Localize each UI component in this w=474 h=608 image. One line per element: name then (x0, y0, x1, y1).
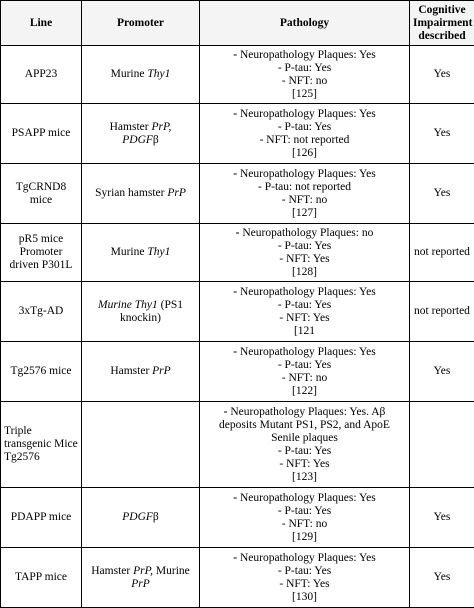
cell-cognitive: Yes (410, 164, 474, 224)
table-row (1, 224, 474, 282)
cell-promoter: Murine Thy1 (82, 46, 200, 104)
cell-pathology: - Neuropathology Plaques: Yes - P-tau: Yes - NFT: no [125] (200, 46, 410, 104)
cell-cognitive (410, 402, 474, 488)
cell-promoter: Hamster PrP (82, 342, 200, 402)
cell-line: pR5 mice Promoter driven P301L (1, 224, 82, 282)
cell-pathology: - Neuropathology Plaques: Yes - P-tau: Yes - NFT: no [129] (200, 488, 410, 548)
cell-line: TgCRND8 mice (1, 164, 82, 224)
cell-line: Tg2576 mice (1, 342, 82, 402)
table-row (1, 46, 474, 104)
cell-cognitive: Yes (410, 46, 474, 104)
table-row (1, 342, 474, 402)
cell-cognitive: not reported (410, 224, 474, 282)
cell-cognitive: Yes (410, 488, 474, 548)
cell-promoter: Murine Thy1 (82, 224, 200, 282)
header-line: Line (1, 1, 82, 46)
header-cognitive: Cognitive Impairment described (410, 1, 474, 46)
cell-line: APP23 (1, 46, 82, 104)
cell-cognitive: Yes (410, 548, 474, 608)
cell-promoter: PDGFβ (82, 488, 200, 548)
header-pathology: Pathology (200, 1, 410, 46)
cell-pathology: - Neuropathology Plaques: Yes - P-tau: Yes - NFT: no [122] (200, 342, 410, 402)
cell-promoter: Hamster PrP, PDGFβ (82, 104, 200, 164)
cell-promoter: Syrian hamster PrP (82, 164, 200, 224)
table-row (1, 164, 474, 224)
cell-pathology: - Neuropathology Plaques: Yes. Aβ deposits Mutant PS1, PS2, and ApoE Senile plaques - P-tau: Yes - NFT: Yes [123] (200, 402, 410, 488)
cell-cognitive: not reported (410, 282, 474, 342)
cell-pathology: - Neuropathology Plaques: no - P-tau: Yes - NFT: Yes [128] (200, 224, 410, 282)
cell-promoter (82, 402, 200, 488)
table-row (1, 282, 474, 342)
cell-line: Triple transgenic Mice Tg2576 (1, 402, 82, 488)
cell-pathology: - Neuropathology Plaques: Yes - P-tau: not reported - NFT: no [127] (200, 164, 410, 224)
cell-cognitive: Yes (410, 342, 474, 402)
table-row (1, 488, 474, 548)
cell-promoter: Murine Thy1 (PS1 knockin) (82, 282, 200, 342)
table-row (1, 104, 474, 164)
cell-line: PDAPP mice (1, 488, 82, 548)
cell-pathology: - Neuropathology Plaques: Yes - P-tau: Yes - NFT: Yes [121 (200, 282, 410, 342)
cell-pathology: - Neuropathology Plaques: Yes - P-tau: Yes - NFT: not reported [126] (200, 104, 410, 164)
header-promoter: Promoter (82, 1, 200, 46)
cell-cognitive: Yes (410, 104, 474, 164)
cell-line: 3xTg-AD (1, 282, 82, 342)
table-row (1, 548, 474, 608)
cell-pathology: - Neuropathology Plaques: Yes - P-tau: Yes - NFT: Yes [130] (200, 548, 410, 608)
cell-line: TAPP mice (1, 548, 82, 608)
cell-line: PSAPP mice (1, 104, 82, 164)
table-row (1, 402, 474, 488)
table-header-row (1, 1, 474, 46)
cell-promoter: Hamster PrP, Murine PrP (82, 548, 200, 608)
